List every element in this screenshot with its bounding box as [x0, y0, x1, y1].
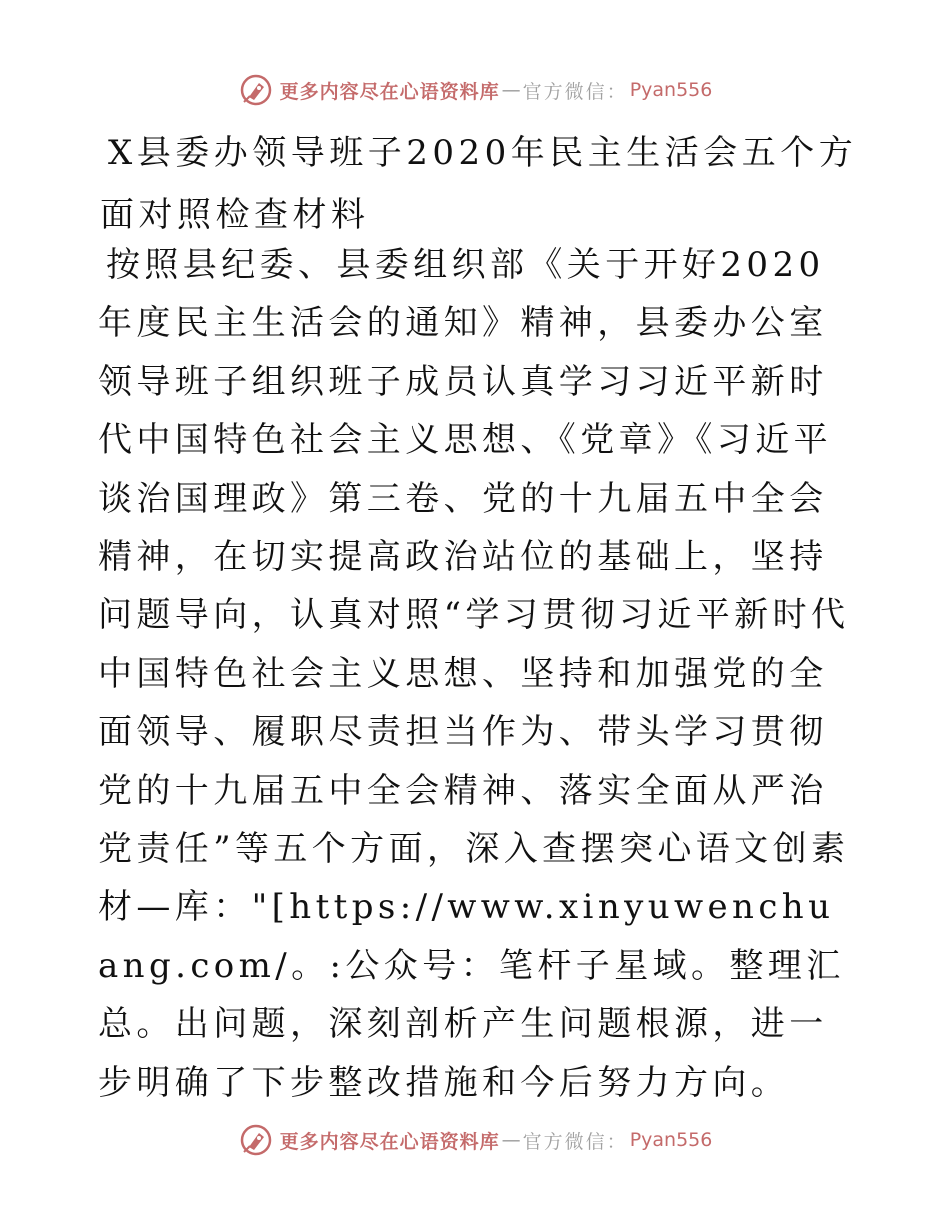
banner-slogan: 更多内容尽在心语资料库 — [279, 1130, 500, 1153]
banner-dash: — — [501, 1129, 521, 1151]
document-body-paragraph: 按照县纪委、县委组织部《关于开好2020年度民主生活会的通知》精神，县委办公室领导班子组织班子成员认真学习习近平新时代中国特色社会主义思想、《党章》《习近平谈治国理政》第三卷、党的十九届五中全会精神，在切实提高政治站位的基础上，坚持问题导向，认真对照“学习贯彻习近平新时代中国特色社会主义思想、坚持和加强党的全面领导、履职尽责担当作为、带头学习贯彻党的十九届五中全会精神、落实全面从严治党责任”等五个方面，深入查摆突心语文创素材—库："[https://www.xinyuwenchuang.com/。:公众号：笔杆子星域。整理汇总。出问题，深刻剖析产生问题根源，进一步明确了下步整改措施和今后努力方向。 — [98, 245, 850, 1103]
footer-banner — [0, 1120, 950, 1160]
banner-official-label: 官方微信： — [522, 80, 628, 103]
banner-official-label: 官方微信： — [522, 1130, 628, 1153]
banner-slogan: 更多内容尽在心语资料库 — [279, 80, 500, 103]
banner-account: Pyan556 — [629, 79, 713, 101]
document-title: X县委办领导班子2020年民主生活会五个方面对照检查材料 — [100, 133, 858, 235]
header-banner — [0, 70, 950, 110]
pen-nib-logo-icon — [238, 1122, 274, 1158]
pen-nib-logo-icon — [238, 72, 274, 108]
banner-dash: — — [501, 79, 521, 101]
banner-account: Pyan556 — [629, 1129, 713, 1151]
